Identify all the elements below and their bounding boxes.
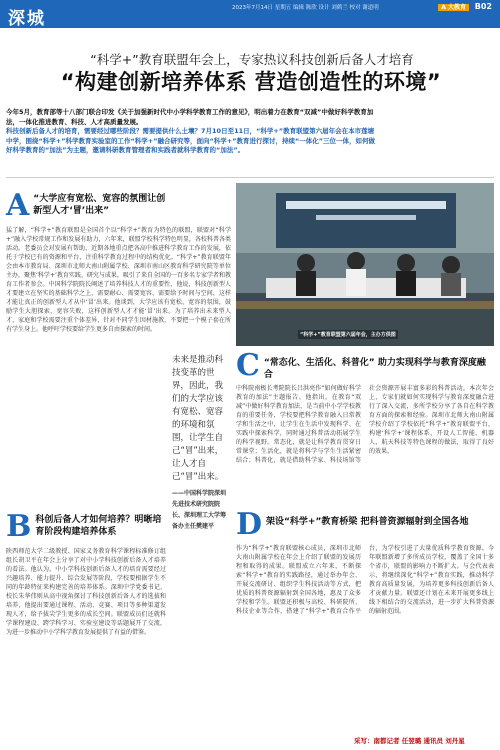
section-b-letter: B xyxy=(6,509,32,544)
lead-text-2: 科技创新后备人才的培育，需要经过哪些阶段？需要提供什么土壤？7月10日至11日，“科学+”教育联盟第六届年会在本市莲塘中学，围绕“科学+”科学教育实验室的工作“科学+”融合研究等，面向“科学+”教育进行探讨，持续“一体化”三位一体，如何做好科学教育的“加法”为主题，邀请科研教育管理者和实践者就科学教育的“加法”。 xyxy=(6,127,376,155)
quote-box xyxy=(172,354,230,584)
section-c-body: 中科院南极长考院院长吕洪亮作“如何做好科学教育的加法”主题报告。他指出，在教育“双减”中做好科学教育加法，是当前中小学学校教育的重要任务，学校要把科学教育融入日常教学和生活之中，让学生在生活中发现科学、在实践中探索科学，同时通过科普活动拓展学生的科学视野。常态化，就是让科学教育贯穿日常课堂；生活化，就是将科学与学生生活紧密结合；科普化，就是借助科学家、科技场馆等社会资源开展丰富多彩的科普活动。本次年会上，专家们就如何实现科学与教育深度融合进行了深入交流，多所学校分享了各自在科学教育方面的探索和经验。深圳市北师大南山附属学校介绍了学校依托“科学+”教育联盟平台，构建‘科学+’课程体系，开设人工智能、机器人、航天科技等特色课程的做法，取得了良好的效果。 xyxy=(236,385,494,464)
event-photo xyxy=(236,183,494,346)
section-a-heading xyxy=(6,188,166,223)
masthead-band xyxy=(0,0,500,28)
lead-text-1: 今年5月，教育部等十八部门联合印发《关于加强新时代中小学科学教育工作的意见》，明出着力在教育“双减”中做好科学教育加法，一体化推进教育、科技、人才高质量发展。 xyxy=(6,108,374,126)
page-tag: A 大教育 xyxy=(438,4,469,11)
photo-caption: “科学+”教育联盟第六届年会，主办方供图 xyxy=(300,332,396,338)
section-a-body: 猛了解，“科学+”教育联盟是全国首个以“科学+”教育为特色的联盟，联盟对“科学+”融入学校常规工作和发展有助力，六年来，联盟学校科学特色明显，各校科普各类活动。老委员会对发展有帮助，近期各地重点把各高中推进科学教育工作的发展，依托于学校已有的资源和平台，注重科学教育过程中的结构优化。“科学+”教育联盟年会由本市教育局、深圳市北师大南山附属学校、深圳市南山区教育科学研究院等单位主办，聚焦‘科学+’教育实践、研究与成果，吸引了来自全国的一百多名专家学者和教育工作者参会。中国科学院院长阐述了培养科技人才的重要性，他说，科技创新型人才要建立在坚实的基础科学之上，需要耐心、需要宽容、需要给予时间与空间，这样才能让真正的创新型人才从中‘冒’出来。他谈到，大学应该有宽松、宽容的氛围，鼓励学生大胆探索，宽容失败，这样创新型人才才能‘冒’出来。为了培养出未来型人才，家庭和学校需要注重个体差异，针对不同学生因材施教，不要把一个模子套在所有学生身上。他呼吁学校要给学生更多自由探索的时间。 xyxy=(6,227,231,333)
section-b-body: 陕西师范大学二级教授、国家义务教育科学课程标准修订组组长胡卫平在年会上分享了对中小学科技创新后备人才培养的看法。他认为，中小学科技创新后备人才的培育需要经过兴趣培养、能力提升、综合发展等阶段，学校要根据学生不同的年龄特征来构建完善的培养体系。深圳中学党委书记、校长朱华伟则从高中视角探讨了科技创新后备人才的选拔和培养，他提出要通过课程、活动、竞赛、项目等多种渠道发现人才，给予拔尖学生更多的成长空间。联盟成员们还就科学课程建设、跨学科学习、实验室建设等话题展开了交流，为进一步推动中小学科学教育发展提供了有益的借鉴。 xyxy=(6,548,166,636)
event-photo-illustration xyxy=(236,183,494,346)
section-b-heading xyxy=(6,509,170,544)
section-title: 深城 xyxy=(8,9,46,29)
page-number-label: B02 xyxy=(474,2,492,11)
section-d-letter: D xyxy=(236,507,263,542)
kicker: “科学+”教育联盟年会上，专家热议科技创新后备人才培育 xyxy=(90,52,414,67)
section-a-letter: A xyxy=(6,188,30,223)
page-number xyxy=(438,2,492,11)
section-d-heading xyxy=(236,507,494,542)
section-d-title: 架设“科学+”教育桥梁 把科普资源辐射到全国各地 xyxy=(266,517,469,527)
byline: 采写：南都记者 任翌璐 通讯员 刘丹星 xyxy=(354,737,465,745)
section-c-title: “常态化、生活化、科普化” 助力实现科学与教育深度融合 xyxy=(263,358,486,380)
lead-paragraph xyxy=(6,108,376,156)
section-c-letter: C xyxy=(236,348,260,383)
section-c-heading xyxy=(236,348,494,383)
headline: “构建创新培养体系 营造创造性的环境” xyxy=(60,70,442,94)
section-d-body: 作为“科学+”教育联盟核心成员，深圳市北师大南山附属学校在年会上介绍了联盟的发展历程和取得的成果。联盟成立六年来，不断探索“科学+”教育的实践路径，通过举办年会、开展交流研讨、组织学生科技活动等方式，把优质的科普资源辐射到全国各地，惠及了众多学校和学生。联盟还积极与高校、科研院所、科技企业等合作，搭建了“科学+”教育合作平台，为学校引进了大量优质科学教育资源。今年联盟新增了多所成员学校，覆盖了全国十多个省市，联盟的影响力不断扩大。与会代表表示，将继续深化“科学+”教育实践，推动科学教育高质量发展，为培养更多科技创新后备人才贡献力量。联盟还计划在未来开展更多线上线下相结合的交流活动，进一步扩大科普资源的辐射范围。 xyxy=(236,545,494,615)
quote-attribution: ——中国科学院深圳先进技术研究院院长、深圳理工大学筹备办主任樊建平 xyxy=(172,490,227,530)
dateline: 2023年7月14日 星期五 编辑 陈欣 设计 刘鹤兰 校对 谢道明 xyxy=(232,5,379,11)
quote-text: 未来是推动科技变革的世界，因此，我们的大学应该有宽松、宽容的环境和氛围，让学生自己“冒”出来，让人才自己“冒”出来。 xyxy=(172,355,224,482)
section-a-title: “大学应有宽松、宽容的氛围让创新型人才‘冒’出来” xyxy=(33,194,166,216)
divider xyxy=(6,177,494,178)
section-b-title: 科创后备人才如何培养？明晰培育阶段构建培养体系 xyxy=(35,515,162,537)
